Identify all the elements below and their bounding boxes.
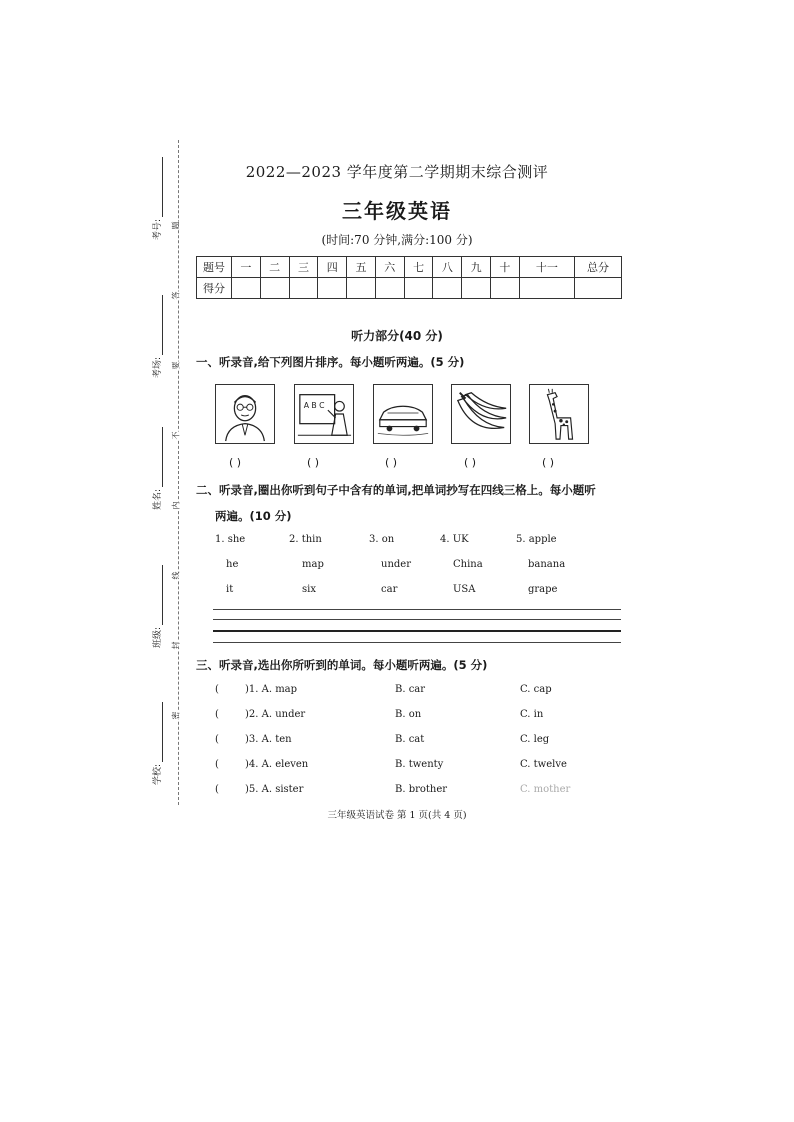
score-cell: 十: [491, 257, 520, 278]
score-cell: 总分: [575, 257, 622, 278]
section2-instruction-line1: 二、听录音,圈出你听到句子中含有的单词,把单词抄写在四线三格上。每小题听: [196, 483, 596, 497]
q-option-b[interactable]: B. twenty: [395, 759, 444, 770]
score-input-cell[interactable]: [575, 278, 622, 299]
subject-title: 三年级英语: [342, 199, 452, 223]
word-option[interactable]: 2. thin: [289, 534, 322, 545]
score-cell: 八: [433, 257, 462, 278]
q-option-c[interactable]: C. mother: [520, 784, 571, 795]
word-option[interactable]: six: [302, 584, 316, 595]
score-cell: 六: [375, 257, 404, 278]
score-cell: 题号: [197, 257, 232, 278]
exam-info: (时间:70 分钟,满分:100 分): [321, 233, 473, 247]
score-input-cell[interactable]: [375, 278, 404, 299]
score-input-cell[interactable]: [519, 278, 574, 299]
score-cell: 十一: [519, 257, 574, 278]
score-cell: 九: [462, 257, 491, 278]
score-input-cell[interactable]: [260, 278, 289, 299]
writing-line[interactable]: [213, 609, 621, 610]
word-option[interactable]: he: [226, 559, 239, 570]
margin-field-class: 班级:: [150, 565, 163, 648]
word-option[interactable]: under: [381, 559, 411, 570]
score-cell: 四: [318, 257, 347, 278]
score-table: [196, 256, 622, 299]
q-option-c[interactable]: C. cap: [520, 684, 552, 695]
margin-field-name: 姓名:: [150, 427, 163, 510]
q-option-a[interactable]: )5. A. sister: [245, 784, 304, 795]
word-option[interactable]: 3. on: [369, 534, 395, 545]
q-paren[interactable]: (: [215, 709, 219, 720]
q-option-a[interactable]: )3. A. ten: [245, 734, 292, 745]
q-option-b[interactable]: B. brother: [395, 784, 448, 795]
word-option[interactable]: 4. UK: [440, 534, 469, 545]
car-icon: [373, 384, 433, 444]
score-input-cell[interactable]: [404, 278, 433, 299]
man-with-glasses-icon: [215, 384, 275, 444]
seal-char: 线: [171, 571, 181, 580]
seal-char: 答: [171, 291, 181, 300]
word-option[interactable]: it: [226, 584, 234, 595]
q-option-a[interactable]: )1. A. map: [245, 684, 298, 695]
margin-field-school: 学校:: [150, 702, 163, 785]
margin-field-exam-room: 考场:: [150, 295, 163, 378]
writing-baseline[interactable]: [213, 630, 621, 632]
q-paren[interactable]: (: [215, 784, 219, 795]
score-input-cell[interactable]: [491, 278, 520, 299]
section2-instruction-line2: 两遍。(10 分): [215, 509, 292, 523]
score-input-cell[interactable]: [347, 278, 376, 299]
word-option[interactable]: grape: [528, 584, 558, 595]
seal-char: 题: [171, 221, 181, 230]
teacher-blackboard-icon: [294, 384, 354, 444]
q-option-a[interactable]: )2. A. under: [245, 709, 306, 720]
score-input-cell[interactable]: [289, 278, 318, 299]
seal-char: 密: [171, 711, 181, 720]
score-table-score-row: [197, 278, 622, 299]
word-option[interactable]: China: [453, 559, 483, 570]
answer-blank[interactable]: ( ): [307, 456, 320, 469]
seal-char: 不: [171, 431, 181, 440]
listening-part-title: 听力部分(40 分): [351, 329, 443, 343]
section1-instruction: 一、听录音,给下列图片排序。每小题听两遍。(5 分): [196, 355, 465, 369]
writing-line[interactable]: [213, 642, 621, 643]
q-option-c[interactable]: C. in: [520, 709, 544, 720]
q-option-a[interactable]: )4. A. eleven: [245, 759, 309, 770]
answer-blank[interactable]: ( ): [464, 456, 477, 469]
seal-char: 内: [171, 501, 181, 510]
word-option[interactable]: car: [381, 584, 398, 595]
score-cell: 得分: [197, 278, 232, 299]
score-input-cell[interactable]: [433, 278, 462, 299]
answer-blank[interactable]: ( ): [385, 456, 398, 469]
writing-line[interactable]: [213, 619, 621, 620]
word-option[interactable]: 1. she: [215, 534, 246, 545]
q-option-b[interactable]: B. car: [395, 684, 426, 695]
margin-field-exam-number: 考号:: [150, 157, 163, 240]
giraffe-icon: [529, 384, 589, 444]
score-cell: 一: [232, 257, 261, 278]
score-input-cell[interactable]: [232, 278, 261, 299]
answer-blank[interactable]: ( ): [542, 456, 555, 469]
exam-title: 2022—2023 学年度第二学期期末综合测评: [245, 163, 549, 181]
word-option[interactable]: 5. apple: [516, 534, 557, 545]
score-cell: 二: [260, 257, 289, 278]
seal-char: 要: [171, 361, 181, 370]
word-option[interactable]: USA: [453, 584, 476, 595]
section3-instruction: 三、听录音,选出你所听到的单词。每小题听两遍。(5 分): [196, 658, 488, 672]
score-cell: 三: [289, 257, 318, 278]
q-paren[interactable]: (: [215, 759, 219, 770]
bananas-icon: [451, 384, 511, 444]
score-input-cell[interactable]: [318, 278, 347, 299]
score-cell: 七: [404, 257, 433, 278]
q-option-b[interactable]: B. cat: [395, 734, 425, 745]
q-option-c[interactable]: C. twelve: [520, 759, 567, 770]
word-option[interactable]: map: [302, 559, 324, 570]
word-option[interactable]: banana: [528, 559, 566, 570]
score-input-cell[interactable]: [462, 278, 491, 299]
q-paren[interactable]: (: [215, 734, 219, 745]
q-paren[interactable]: (: [215, 684, 219, 695]
q-option-c[interactable]: C. leg: [520, 734, 550, 745]
score-table-header-row: [197, 257, 622, 278]
answer-blank[interactable]: ( ): [229, 456, 242, 469]
board-text: A B C: [303, 401, 325, 411]
page-footer: 三年级英语试卷 第 1 页(共 4 页): [327, 810, 467, 821]
q-option-b[interactable]: B. on: [395, 709, 422, 720]
score-cell: 五: [347, 257, 376, 278]
seal-char: 封: [171, 641, 181, 650]
